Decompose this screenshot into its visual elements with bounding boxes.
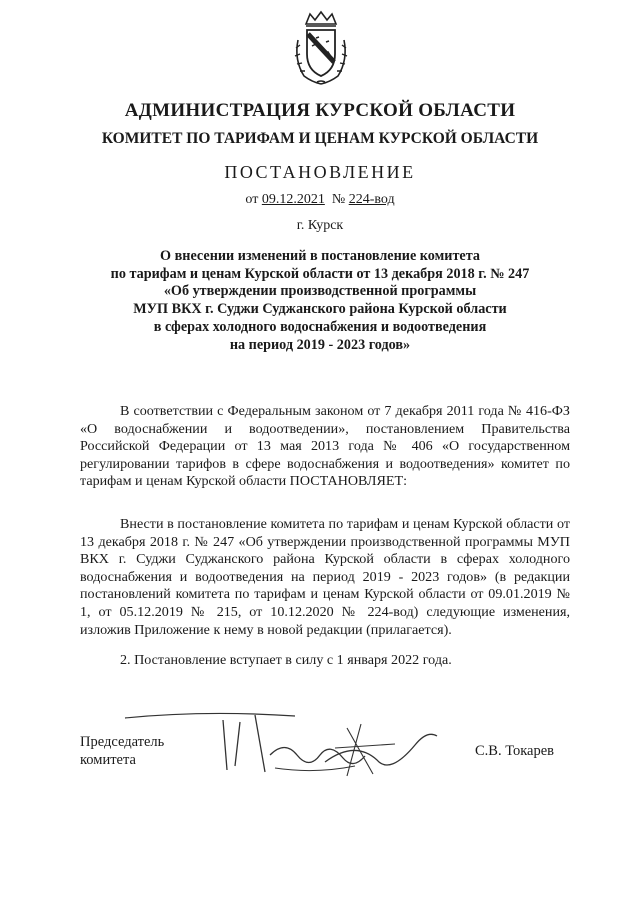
clause-2-paragraph: 2. Постановление вступает в силу с 1 января 2022 года. (120, 652, 452, 668)
document-subject (60, 248, 580, 354)
signatory-title-line: Председатель (80, 734, 165, 750)
subject-line: МУП ВКХ г. Суджи Суджанского района Курской области (133, 301, 507, 318)
handwritten-signature-icon (115, 700, 445, 785)
number-prefix: № (331, 192, 349, 207)
subject-line: «Об утверждении производственной программы (163, 283, 477, 300)
document-date: 09.12.2021 (261, 192, 325, 207)
kursk-coat-of-arms-icon (290, 10, 352, 86)
administration-heading: АДМИНИСТРАЦИЯ КУРСКОЙ ОБЛАСТИ (124, 100, 516, 121)
subject-line: О внесении изменений в постановление комитета (160, 248, 480, 264)
subject-line: на период 2019 - 2023 годов» (229, 336, 411, 353)
clause-1-paragraph: Внести в постановление комитета по тарифам и ценам Курской области от 13 декабря 2018 г. № 247 «Об утверждении производственной программы МУП ВКХ г. Суджи Суджанского района Курской области в сферах холодного водоснабжения и водоотведения на период 2019 - 2023 годов» (в редакции постановлений комитета по тарифам и ценам Курской области от 09.01.2019 № 1, от 05.12.2019 № 215, от 10.12.2020 № 224-вод) следующие изменения, изложив Приложение к нему в новой редакции (прилагается). (80, 516, 570, 638)
subject-line: в сферах холодного водоснабжения и водоотведения (153, 318, 487, 335)
document-number: 224-вод (348, 192, 395, 207)
committee-heading: КОМИТЕТ ПО ТАРИФАМ И ЦЕНАМ КУРСКОЙ ОБЛАСТИ (101, 130, 539, 147)
subject-line: по тарифам и ценам Курской области от 13 декабря 2018 г. № 247 (110, 265, 530, 282)
date-number-line (0, 192, 640, 208)
city: г. Курск (296, 218, 344, 233)
document-type: ПОСТАНОВЛЕНИЕ (224, 162, 416, 182)
signatory-title-line: комитета (80, 752, 136, 768)
preamble-paragraph: В соответствии с Федеральным законом от 7 декабря 2011 года № 416-ФЗ «О водоснабжении и водоотведении», постановлением Правительства Российской Федерации от 13 мая 2013 года № 406 «О государственном регулировании тарифов в сфере водоснабжения и водоотведения» комитет по тарифам и ценам Курской области ПОСТАНОВЛЯЕТ: (80, 403, 570, 490)
date-prefix: от (245, 192, 262, 207)
signatory-name: С.В. Токарев (475, 743, 555, 759)
